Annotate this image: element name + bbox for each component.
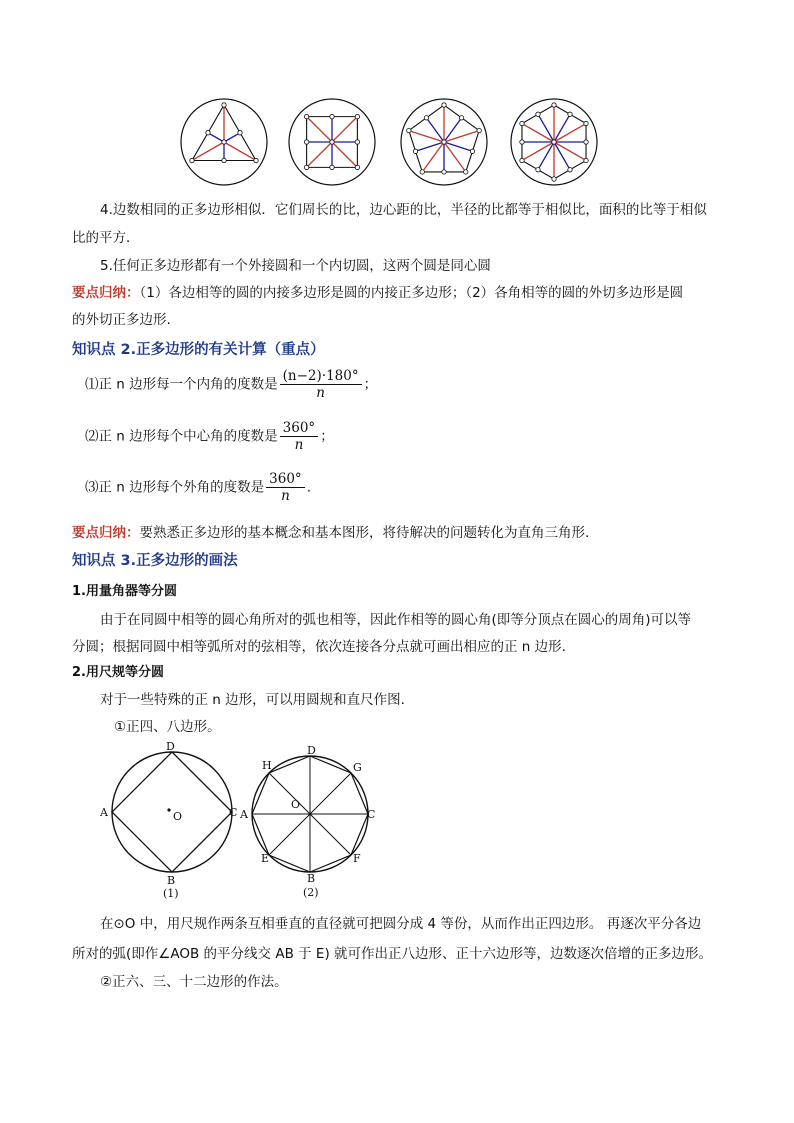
fraction-numerator: (n−2)·180° (280, 368, 362, 385)
note1-line2: 的外切正多边形. (72, 312, 171, 328)
calc-interior (85, 368, 377, 401)
calc-prefix: ⑴正 (85, 376, 112, 393)
item4-line1: 4.边数相同的正多边形相似．它们周长的比，边心距的比，半径的比都等于相似比，面积的比等于相似 (100, 202, 707, 218)
fraction (266, 471, 305, 504)
calc-suffix: ； (320, 428, 334, 445)
calc-text: 边形每个外角的度数是 (129, 479, 265, 496)
label-A: A (100, 806, 108, 819)
calc-n: n (116, 479, 125, 496)
label-B: B (167, 874, 176, 887)
figure-octagon (232, 738, 382, 903)
label-E: E (261, 852, 270, 865)
calc-exterior (85, 471, 311, 504)
kp2-title: 知识点 2.正多边形的有关计算（重点） (72, 342, 325, 358)
kp3-title: 知识点 3.正多边形的画法 (72, 553, 238, 569)
sub1-line2: 分圆；根据同圆中相等弧所对的弦相等，依次连接各分点就可画出相应的正 n 边形. (72, 639, 566, 655)
fraction (280, 420, 319, 453)
sub1-title: 1.用量角器等分圆 (72, 584, 177, 599)
label-F: F (353, 852, 361, 865)
para1-line2: 所对的弧(即作∠AOB 的平分线交 AB 于 E) 就可作出正八边形、正十六边形等，边数逐次倍增的正多边形。 (72, 946, 713, 962)
sub1-line1: 由于在同圆中相等的圆心角所对的弧也相等，因此作相等的圆心角(即等分顶点在圆心的周角)可以等 (100, 612, 692, 628)
caption-1: (1) (163, 887, 179, 900)
figure-square (92, 738, 252, 903)
sub2-line1: 对于一些特殊的正 n 边形，可以用圆规和直尺作图. (100, 692, 405, 708)
label-C: C (367, 808, 376, 821)
fraction-numerator: 360° (266, 471, 305, 488)
case2: ②正六、三、十二边形的作法。 (100, 974, 288, 990)
fraction-denominator: n (281, 488, 290, 504)
calc-suffix: . (306, 479, 311, 496)
calc-central (85, 420, 334, 453)
calc-prefix: ⑵正 (85, 428, 112, 445)
calc-prefix: ⑶正 (85, 479, 112, 496)
label-B: B (307, 872, 316, 885)
note2-label: 要点归纳： (72, 525, 140, 541)
label-D: D (166, 740, 175, 753)
note2 (72, 521, 589, 541)
calc-n: n (116, 428, 125, 445)
calc-text: 边形每个中心角的度数是 (129, 428, 278, 445)
regular-polygon-figures (180, 95, 610, 190)
note1-text: （1）各边相等的圆的内接多边形是圆的内接正多边形；（2）各角相等的圆的外切多边形是圆 (139, 285, 684, 301)
fraction-numerator: 360° (280, 420, 319, 437)
fraction (280, 368, 362, 401)
calc-text: 边形每一个内角的度数是 (129, 376, 278, 393)
case1: ①正四、八边形。 (114, 719, 221, 735)
fraction-denominator: n (316, 385, 325, 401)
caption-2: (2) (303, 886, 319, 899)
note2-text: 要熟悉正多边形的基本概念和基本图形，将待解决的问题转化为直角三角形. (139, 525, 590, 541)
calc-n: n (116, 376, 125, 393)
label-C: C (229, 806, 238, 819)
item5: 5.任何正多边形都有一个外接圆和一个内切圆，这两个圆是同心圆 (100, 258, 491, 274)
label-D: D (307, 744, 316, 757)
label-O: O (291, 798, 301, 811)
label-H: H (262, 759, 272, 772)
label-G: G (353, 761, 362, 774)
calc-suffix: ； (363, 376, 378, 393)
label-O: O (173, 810, 183, 823)
note1 (72, 281, 683, 301)
fraction-denominator: n (294, 437, 304, 453)
sub2-title: 2.用尺规等分圆 (72, 665, 164, 680)
para1-line1: 在⊙O 中，用尺规作两条互相垂直的直径就可把圆分成 4 等份，从而作出正四边形。 再逐次平分各边 (100, 916, 702, 932)
item4-line2: 比的平方． (72, 230, 140, 246)
note1-label: 要点归纳： (72, 285, 140, 301)
label-A: A (240, 808, 248, 821)
